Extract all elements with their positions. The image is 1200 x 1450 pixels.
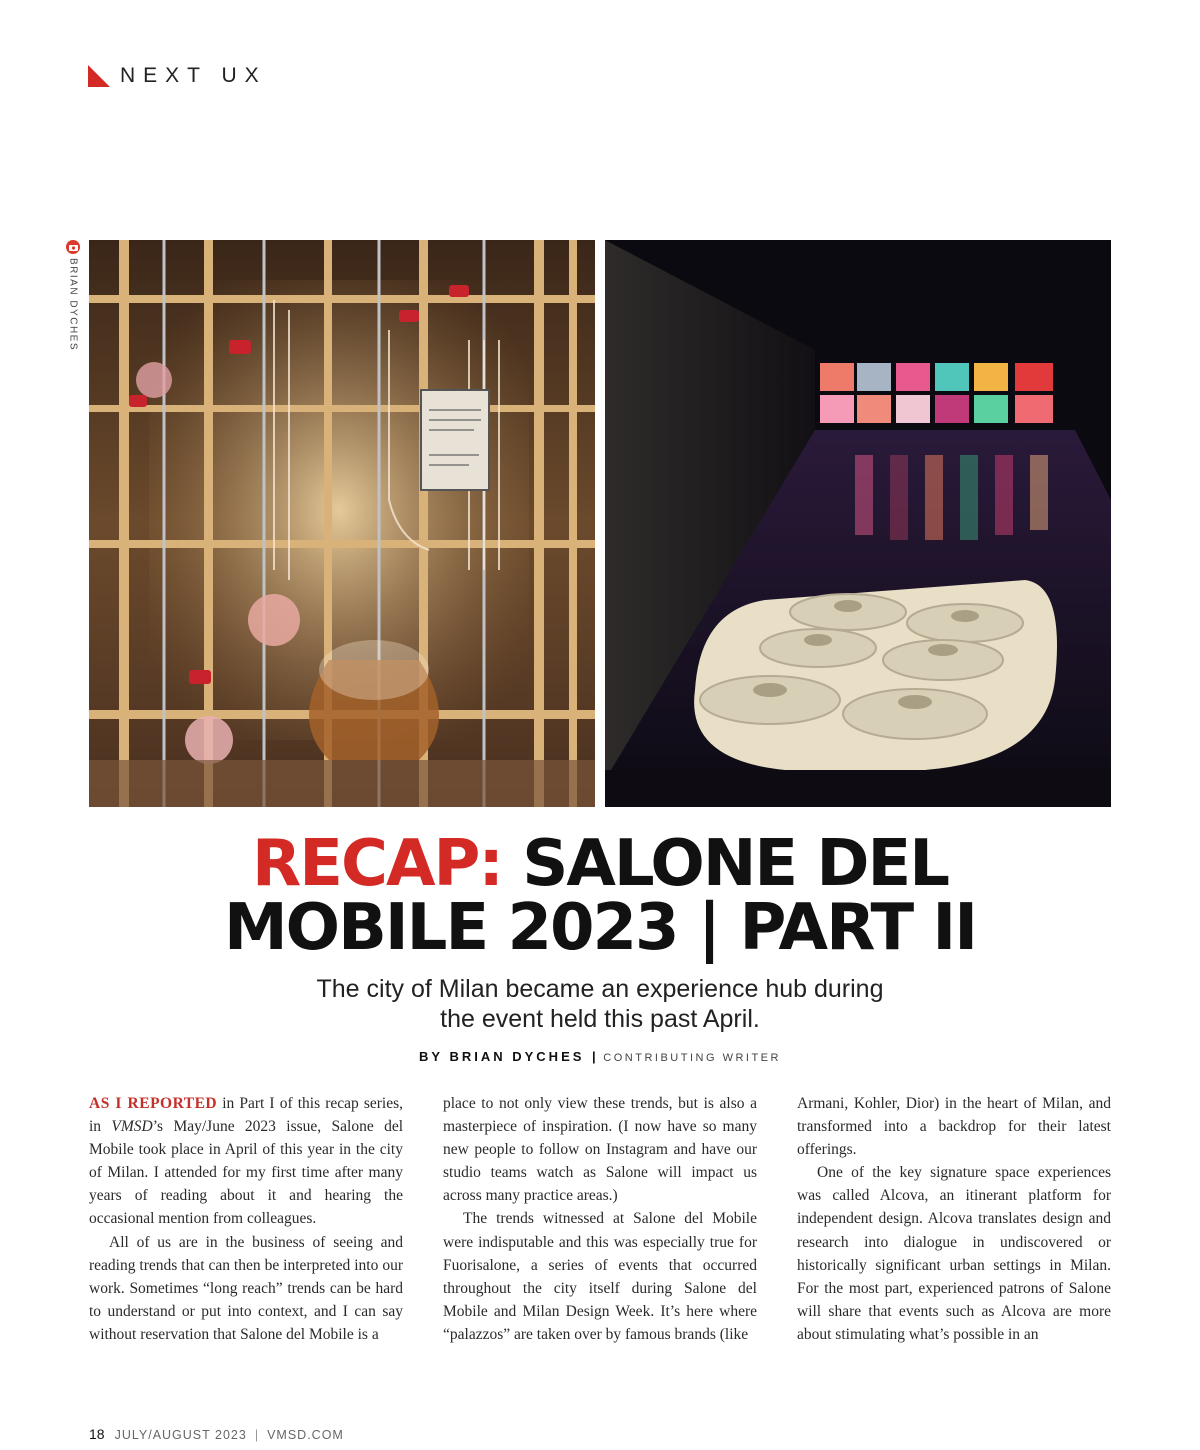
headline-red-part: RECAP: [252, 827, 502, 901]
camera-icon [66, 240, 80, 254]
lead-in: AS I REPORTED [89, 1095, 218, 1112]
paragraph [89, 1092, 403, 1231]
footer-separator: | [254, 1428, 260, 1442]
article-headline [0, 827, 1200, 965]
article-subhead [260, 974, 940, 1034]
byline [0, 1049, 1200, 1064]
subhead-line-2: the event held this past April. [440, 1005, 760, 1033]
paragraph: One of the key signature space experiences was called Alcova, an itinerant platform for independent design. Alcova translates design and research into dialogue in undiscovered or historically significant urban settings in Milan. For the most part, experienced patrons of Salone will share that events such as Alcova are more about stimulating what’s possible in an [797, 1164, 1111, 1343]
photo-credit [66, 240, 80, 351]
paragraph: The trends witnessed at Salone del Mobile were indisputable and this was especially true for Fuorisalone, a series of events that occurred throughout the city itself during Salone del Mobile and Milan Design Week. It’s here where “palazzos” are taken over by famous brands (like [443, 1210, 757, 1343]
text-column-1 [89, 1092, 403, 1346]
text-column-2 [443, 1092, 757, 1346]
page-number: 18 [89, 1426, 105, 1442]
paragraph: place to not only view these trends, but is also a masterpiece of inspiration. (I now have so many new people to follow on Instagram and have our studio teams watch as Salone will impact us across many practice areas.) [443, 1095, 757, 1205]
headline-line-2: MOBILE 2023 | PART II [223, 891, 977, 965]
section-label: NEXT UX [120, 64, 267, 87]
photo-credit-text: BRIAN DYCHES [67, 258, 79, 352]
site-url: VMSD.COM [267, 1428, 344, 1442]
headline-line-1 [0, 827, 1200, 901]
photo-alcova-room [605, 240, 1111, 807]
paragraph-text: ’s May/June 2023 issue, Salone del Mobile took place in April of this year in the city of Milan. I attended for my first time after many years of reading about it and hearing the occasional mention from colleagues. [89, 1118, 403, 1228]
byline-author: BY BRIAN DYCHES [419, 1049, 585, 1064]
byline-separator: | [592, 1049, 596, 1064]
headline-line-1-rest: SALONE DEL [502, 827, 948, 901]
text-column-3 [797, 1092, 1111, 1346]
photo-lab-installation [89, 240, 595, 807]
page-footer [89, 1426, 344, 1442]
issue-date: JULY/AUGUST 2023 [114, 1428, 247, 1442]
paragraph-text: in Part I of this recap series, in [89, 1095, 404, 1136]
section-tag [88, 64, 267, 88]
subhead-line-1: The city of Milan became an experience hub during [316, 975, 884, 1003]
byline-role: CONTRIBUTING WRITER [603, 1052, 781, 1064]
triangle-icon [88, 65, 110, 87]
paragraph: All of us are in the business of seeing and reading trends that can then be interpreted into our work. Sometimes “long reach” trends can be hard to understand or put into context, and I can say without reservation that Salone del Mobile is a [89, 1233, 403, 1343]
paragraph: Armani, Kohler, Dior) in the heart of Milan, and transformed into a backdrop for their latest offerings. [797, 1095, 1111, 1159]
publication-name: VMSD [111, 1118, 153, 1136]
